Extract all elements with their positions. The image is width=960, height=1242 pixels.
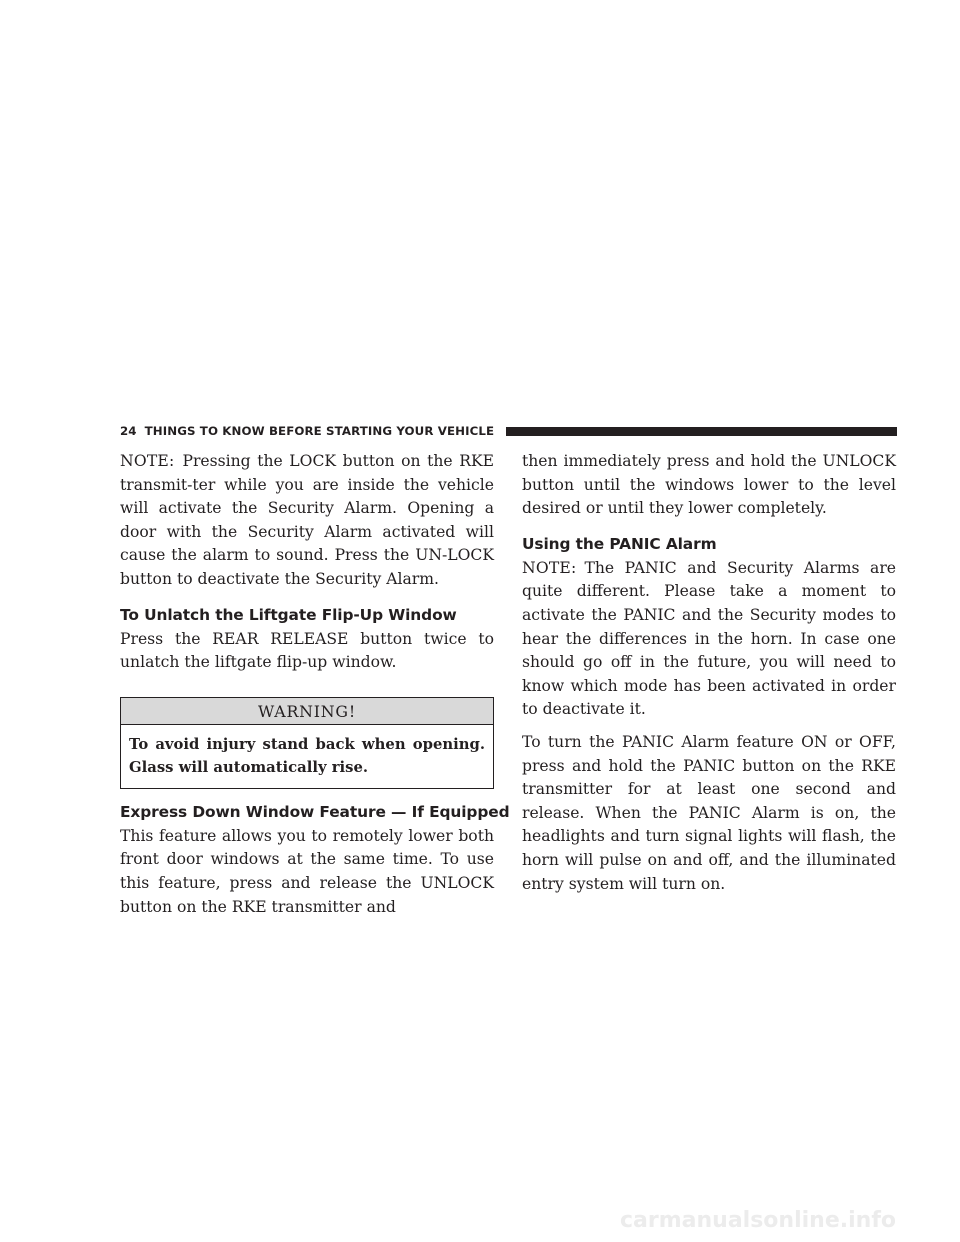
left-column [120,450,510,928]
panic-note-label: NOTE: [522,558,577,577]
right-column [522,450,896,905]
panic-paragraph: To turn the PANIC Alarm feature ON or OFF, press and hold the PANIC button on the RKE transmitter for at least one second and release. When the PANIC Alarm is on, the headlights and turn signal lights will flash, the horn will pulse on and off, and the illuminated entry system will turn on. [522,732,896,893]
watermark: carmanualsonline.info [620,1208,896,1233]
header-rule [506,427,897,436]
liftgate-heading: To Unlatch the Liftgate Flip-Up Window [120,605,457,624]
warning-text: To avoid injury stand back when opening. Glass will automatically rise. [129,735,485,776]
panic-note-paragraph [522,557,896,722]
express-down-continued: then immediately press and hold the UNLOCK button until the windows lower to the level desired or until they lower completely. [522,452,896,518]
panic-heading: Using the PANIC Alarm [522,534,717,553]
panic-note-text: The PANIC and Security Alarms are quite different. Please take a moment to activate the PANIC and the Security modes to hear the differences in the horn. In case one should go off in the future, you will need to know which mode has been activated in order to deactivate it. [522,558,896,719]
note-label: NOTE: [120,452,175,470]
warning-title: WARNING! [121,698,493,725]
express-down-paragraph: This feature allows you to remotely lower both front door windows at the same time. To use this feature, press and release the UNLOCK button on the RKE transmitter and [120,826,494,916]
warning-box [120,697,494,789]
note-paragraph [120,450,494,592]
running-header [120,424,897,438]
express-down-heading: Express Down Window Feature — If Equipped [120,802,510,821]
section-title: THINGS TO KNOW BEFORE STARTING YOUR VEHICLE [144,424,495,438]
page-number: 24 [120,424,137,438]
note-text: Pressing the LOCK button on the RKE transmit-ter while you are inside the vehicle will activate the Security Alarm. Opening a door with the Security Alarm activated will cause the alarm to sound. Press the UN-LOCK button to deactivate the Security Alarm. [120,452,494,588]
liftgate-paragraph: Press the REAR RELEASE button twice to unlatch the liftgate flip-up window. [120,629,494,672]
